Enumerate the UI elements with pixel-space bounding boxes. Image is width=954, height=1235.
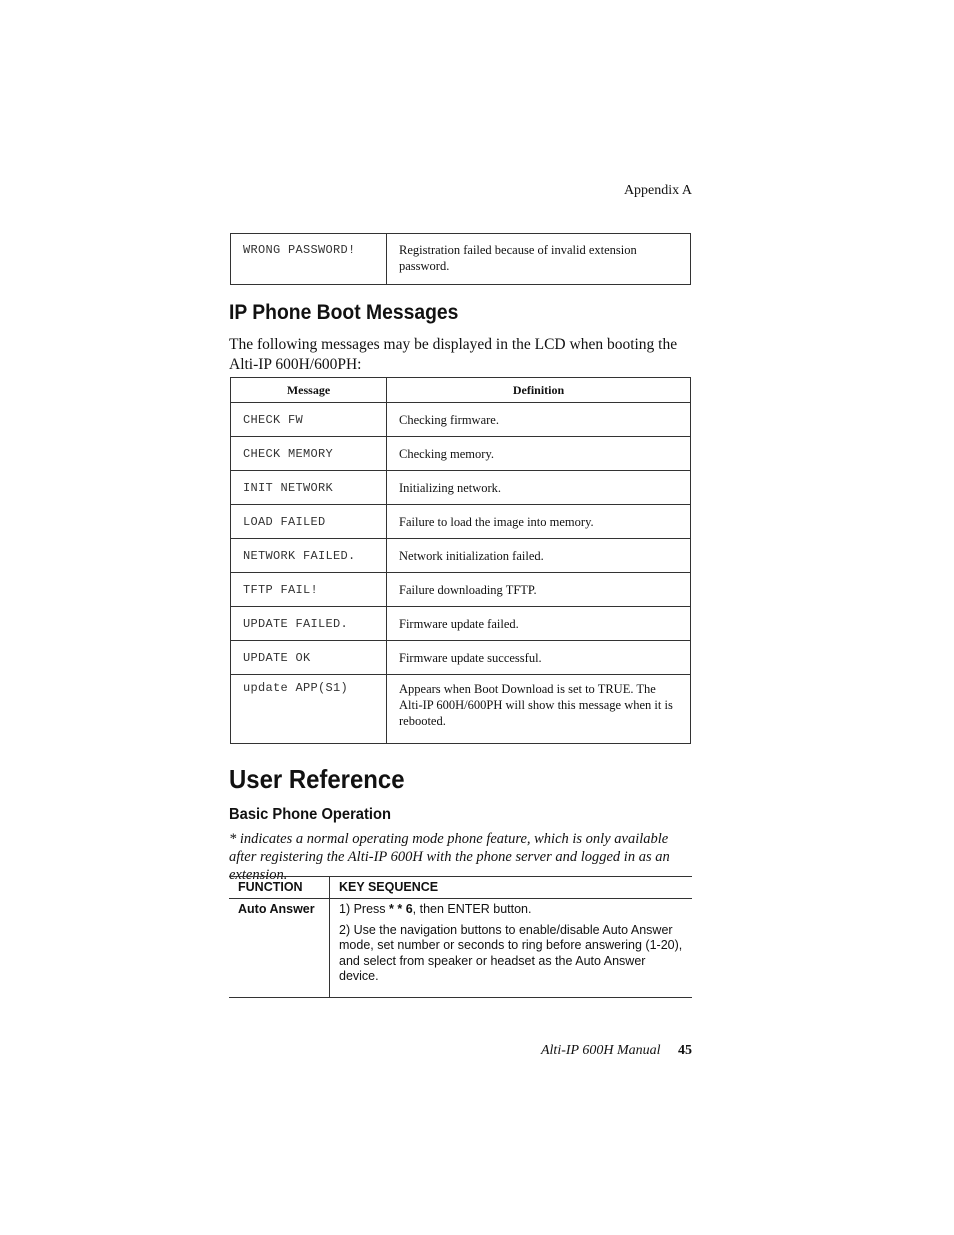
subheading-basic-phone-operation: Basic Phone Operation [229, 806, 391, 823]
message-code: LOAD FAILED [231, 505, 387, 539]
message-definition: Network initialization failed. [387, 539, 691, 573]
message-definition: Failure downloading TFTP. [387, 573, 691, 607]
column-header-key-sequence: KEY SEQUENCE [330, 877, 693, 899]
function-key-table [229, 876, 692, 998]
function-name: Auto Answer [229, 899, 330, 998]
boot-messages-table [230, 377, 691, 744]
table-header-row [231, 378, 691, 403]
password-message-table [230, 233, 691, 285]
table-row [231, 471, 691, 505]
boot-intro-paragraph: The following messages may be displayed in the LCD when booting the Alti-IP 600H/600PH: [229, 336, 678, 373]
table-row [231, 641, 691, 675]
column-header-function: FUNCTION [229, 877, 330, 899]
page-footer [541, 1043, 692, 1059]
message-code: TFTP FAIL! [231, 573, 387, 607]
manual-title: Alti-IP 600H Manual [540, 1043, 661, 1058]
key-sequence-cell [330, 899, 693, 998]
message-definition: Firmware update failed. [387, 607, 691, 641]
feature-note-paragraph: * indicates a normal operating mode phone feature, which is only available after registering the Alti-IP 600H with the phone server and logged in as an extension. [229, 831, 670, 883]
message-definition: Appears when Boot Download is set to TRUE. The Alti-IP 600H/600PH will show this message when it is rebooted. [387, 675, 691, 744]
message-code: update APP(S1) [231, 675, 387, 744]
message-code: CHECK MEMORY [231, 437, 387, 471]
message-definition: Failure to load the image into memory. [387, 505, 691, 539]
message-definition: Checking firmware. [387, 403, 691, 437]
message-definition: Initializing network. [387, 471, 691, 505]
running-head: Appendix A [623, 183, 692, 198]
message-code: INIT NETWORK [231, 471, 387, 505]
table-row [231, 607, 691, 641]
message-code: UPDATE FAILED. [231, 607, 387, 641]
table-row [231, 234, 691, 285]
page-number: 45 [678, 1043, 692, 1058]
message-definition: Firmware update successful. [387, 641, 691, 675]
key-combo: * * 6 [389, 902, 413, 916]
key-step-1 [339, 902, 683, 918]
table-row [229, 899, 692, 998]
section-heading-boot-messages: IP Phone Boot Messages [229, 301, 459, 324]
table-row [231, 573, 691, 607]
section-heading-user-reference: User Reference [229, 764, 405, 794]
message-code: CHECK FW [231, 403, 387, 437]
column-header-message: Message [231, 378, 387, 403]
message-code: WRONG PASSWORD! [231, 234, 387, 285]
step-text: , then ENTER button. [412, 902, 532, 916]
table-row [231, 539, 691, 573]
table-row [231, 675, 691, 744]
table-row [231, 505, 691, 539]
column-header-definition: Definition [387, 378, 691, 403]
table-row [231, 437, 691, 471]
key-step-2: 2) Use the navigation buttons to enable/disable Auto Answer mode, set number or seconds to ring before answering (1-20), and select from speaker or headset as the Auto Answer device. [339, 922, 683, 983]
table-header-row [229, 877, 692, 899]
message-definition: Checking memory. [387, 437, 691, 471]
message-definition: Registration failed because of invalid extension password. [387, 234, 691, 285]
message-code: NETWORK FAILED. [231, 539, 387, 573]
step-text: 1) Press [339, 902, 390, 916]
message-code: UPDATE OK [231, 641, 387, 675]
table-row [231, 403, 691, 437]
